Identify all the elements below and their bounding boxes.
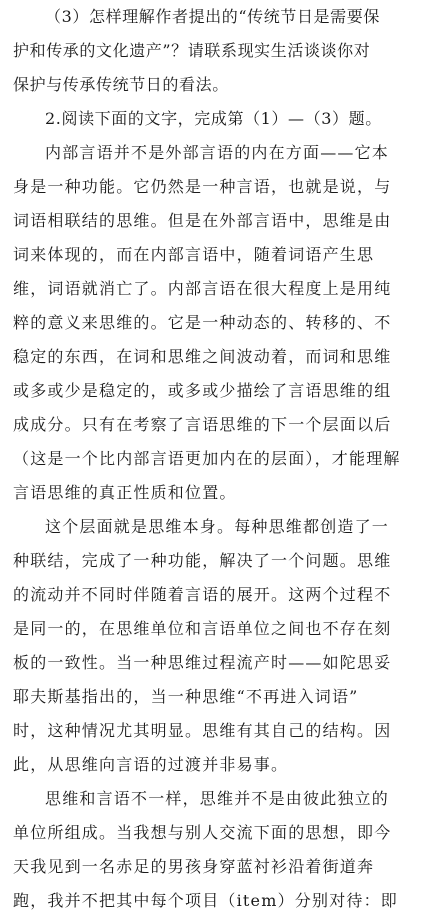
passage-p1-line-2: 身是一种功能。它仍然是一种言语，也就是说，与: [13, 177, 392, 196]
passage-p3-line-2: 单位所组成。当我想与别人交流下面的思想，即今: [13, 823, 392, 842]
passage-p3-line-3: 天我见到一名赤足的男孩身穿蓝衬衫沿着街道奔: [13, 857, 375, 876]
passage-p1-line-5: 维，词语就消亡了。内部言语在很大程度上是用纯: [13, 279, 392, 298]
passage-p2-line-2: 种联结，完成了一种功能，解决了一个问题。思维: [13, 551, 392, 570]
passage-p1-line-9: 成成分。只有在考察了言语思维的下一个层面以后: [13, 415, 392, 434]
passage-p2-line-6: 耶夫斯基指出的，当一种思维“不再进入词语”: [13, 687, 359, 706]
passage-p3-line-1: 思维和言语不一样，思维并不是由彼此独立的: [45, 789, 390, 808]
passage-p1-line-1: 内部言语并不是外部言语的内在方面——它本: [45, 143, 390, 162]
passage-p2-line-4: 是同一的，在思维单位和言语单位之间也不存在刻: [13, 619, 392, 638]
question-3-line-3: 保护与传承传统节日的看法。: [13, 75, 229, 94]
passage-p1-line-7: 稳定的东西，在词和思维之间波动着，而词和思维: [13, 347, 392, 366]
passage-p1-line-6: 粹的意义来思维的。它是一种动态的、转移的、不: [13, 313, 392, 332]
section-heading: 2.阅读下面的文字，完成第（1）—（3）题。: [45, 109, 382, 128]
question-3-line-1: （3）怎样理解作者提出的“传统节日是需要保: [45, 7, 380, 26]
passage-p1-line-3: 词语相联结的思维。但是在外部言语中，思维是由: [13, 211, 392, 230]
passage-p2-line-8: 此，从思维向言语的过渡并非易事。: [13, 755, 289, 774]
passage-p1-line-8: 或多或少是稳定的，或多或少描绘了言语思维的组: [13, 381, 392, 400]
passage-p2-line-5: 板的一致性。当一种思维过程流产时——如陀思妥: [13, 653, 392, 672]
passage-p1-line-11: 言语思维的真正性质和位置。: [13, 483, 237, 502]
passage-p2-line-1: 这个层面就是思维本身。每种思维都创造了一: [45, 517, 390, 536]
question-3-line-2: 护和传承的文化遗产”？请联系现实生活谈谈你对: [13, 41, 371, 60]
passage-p1-line-10: （这是一个比内部言语更加内在的层面），才能理解: [13, 449, 401, 468]
passage-p3-line-4: 跑，我并不把其中每个项目（item）分别对待：即: [13, 891, 398, 910]
passage-p1-line-4: 词来体现的，而在内部言语中，随着词语产生思: [13, 245, 375, 264]
passage-p2-line-3: 的流动并不同时伴随着言语的展开。这两个过程不: [13, 585, 392, 604]
passage-p2-line-7: 时，这种情况尤其明显。思维有其自己的结构。因: [13, 721, 392, 740]
